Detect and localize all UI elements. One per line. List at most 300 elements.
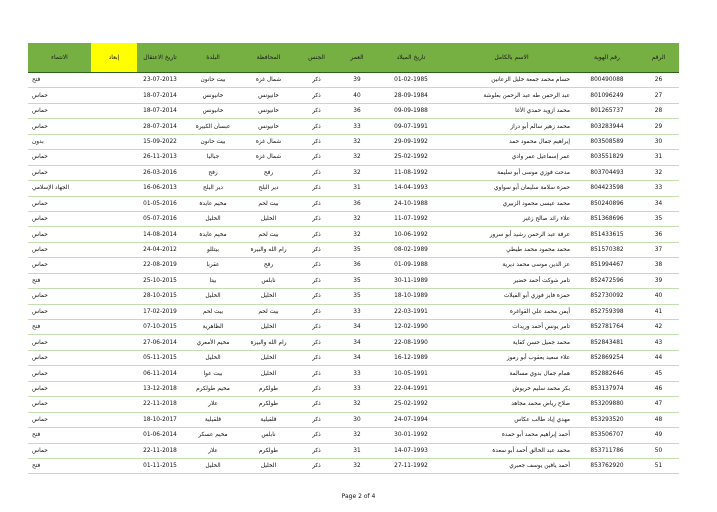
cell-age: 33 bbox=[339, 381, 375, 396]
cell-num: 35 bbox=[638, 211, 679, 226]
cell-num: 38 bbox=[638, 258, 679, 273]
cell-id: 852843481 bbox=[576, 335, 638, 350]
cell-age: 32 bbox=[339, 165, 375, 180]
cell-sex: ذكر bbox=[294, 73, 339, 88]
cell-dob: 22-03-1991 bbox=[375, 304, 447, 319]
cell-num: 50 bbox=[638, 443, 679, 458]
cell-city: الخليل bbox=[183, 458, 243, 473]
cell-city: بيت عوا bbox=[183, 366, 243, 381]
cell-age: 35 bbox=[339, 242, 375, 257]
cell-deport bbox=[91, 381, 137, 396]
header-deport: إبعاد bbox=[91, 43, 137, 73]
cell-name: علاء سعيد يعقوب أبو رموز bbox=[447, 350, 576, 365]
cell-gov: نابلس bbox=[243, 428, 294, 443]
cell-dob: 28-09-1984 bbox=[375, 88, 447, 103]
cell-dob: 25-02-1992 bbox=[375, 150, 447, 165]
table-row bbox=[28, 397, 679, 412]
cell-gov: خانيونس bbox=[243, 119, 294, 134]
cell-sex: ذكر bbox=[294, 181, 339, 196]
cell-num: 49 bbox=[638, 428, 679, 443]
cell-num: 34 bbox=[638, 196, 679, 211]
cell-affil: بدون bbox=[28, 134, 91, 149]
cell-name: علاء رائد صالح زغير bbox=[447, 211, 576, 226]
cell-dob: 12-02-1990 bbox=[375, 320, 447, 335]
table-row bbox=[28, 150, 679, 165]
cell-sex: ذكر bbox=[294, 134, 339, 149]
cell-name: مدحت فوزي موسى أبو سليمة bbox=[447, 165, 576, 180]
table-row bbox=[28, 366, 679, 381]
cell-id: 852781764 bbox=[576, 320, 638, 335]
cell-affil: حماس bbox=[28, 242, 91, 257]
cell-gov: بيت لحم bbox=[243, 196, 294, 211]
cell-deport bbox=[91, 289, 137, 304]
cell-age: 34 bbox=[339, 350, 375, 365]
cell-age: 32 bbox=[339, 211, 375, 226]
cell-name: محمد عيسى محمود الزبيري bbox=[447, 196, 576, 211]
cell-sex: ذكر bbox=[294, 273, 339, 288]
cell-sex: ذكر bbox=[294, 119, 339, 134]
cell-num: 27 bbox=[638, 88, 679, 103]
cell-sex: ذكر bbox=[294, 165, 339, 180]
cell-arrest: 18-07-2014 bbox=[137, 88, 183, 103]
cell-id: 852869254 bbox=[576, 350, 638, 365]
cell-id: 852759398 bbox=[576, 304, 638, 319]
cell-dob: 10-06-1992 bbox=[375, 227, 447, 242]
cell-age: 32 bbox=[339, 150, 375, 165]
table-row bbox=[28, 88, 679, 103]
cell-deport bbox=[91, 181, 137, 196]
cell-city: الظاهرية bbox=[183, 320, 243, 335]
cell-age: 32 bbox=[339, 397, 375, 412]
cell-gov: رفح bbox=[243, 165, 294, 180]
cell-deport bbox=[91, 366, 137, 381]
cell-dob: 30-11-1989 bbox=[375, 273, 447, 288]
cell-affil: حماس bbox=[28, 412, 91, 427]
cell-deport bbox=[91, 304, 137, 319]
cell-name: حمزة سلامة سليمان أبو سواوي bbox=[447, 181, 576, 196]
cell-affil: حماس bbox=[28, 88, 91, 103]
cell-sex: ذكر bbox=[294, 289, 339, 304]
cell-age: 33 bbox=[339, 366, 375, 381]
cell-num: 48 bbox=[638, 412, 679, 427]
cell-num: 39 bbox=[638, 273, 679, 288]
cell-arrest: 01-06-2014 bbox=[137, 428, 183, 443]
cell-dob: 14-07-1993 bbox=[375, 443, 447, 458]
cell-id: 803508589 bbox=[576, 134, 638, 149]
cell-id: 853506707 bbox=[576, 428, 638, 443]
cell-id: 853209880 bbox=[576, 397, 638, 412]
cell-city: جباليا bbox=[183, 150, 243, 165]
cell-city: عقربا bbox=[183, 258, 243, 273]
cell-deport bbox=[91, 258, 137, 273]
cell-dob: 27-11-1992 bbox=[375, 458, 447, 473]
cell-deport bbox=[91, 273, 137, 288]
cell-id: 803283944 bbox=[576, 119, 638, 134]
cell-name: عمر إسماعيل عمر وادي bbox=[447, 150, 576, 165]
cell-sex: ذكر bbox=[294, 227, 339, 242]
cell-deport bbox=[91, 458, 137, 473]
cell-city: مخيم عايدة bbox=[183, 196, 243, 211]
cell-arrest: 06-11-2014 bbox=[137, 366, 183, 381]
cell-affil: حماس bbox=[28, 150, 91, 165]
cell-affil: حماس bbox=[28, 443, 91, 458]
cell-id: 853137974 bbox=[576, 381, 638, 396]
table-row bbox=[28, 181, 679, 196]
cell-gov: بيت لحم bbox=[243, 304, 294, 319]
header-city: البلدة bbox=[183, 43, 243, 73]
cell-affil: حماس bbox=[28, 366, 91, 381]
cell-name: أحمد يافين يوسف جعبري bbox=[447, 458, 576, 473]
table-row bbox=[28, 227, 679, 242]
cell-sex: ذكر bbox=[294, 304, 339, 319]
cell-gov: خانيونس bbox=[243, 88, 294, 103]
cell-arrest: 13-12-2018 bbox=[137, 381, 183, 396]
cell-dob: 18-10-1989 bbox=[375, 289, 447, 304]
cell-dob: 30-01-1992 bbox=[375, 428, 447, 443]
cell-name: محمد عبد الخالق أحمد أبو سعدة bbox=[447, 443, 576, 458]
cell-gov: نابلس bbox=[243, 273, 294, 288]
cell-sex: ذكر bbox=[294, 412, 339, 427]
cell-age: 33 bbox=[339, 119, 375, 134]
cell-num: 36 bbox=[638, 227, 679, 242]
cell-sex: ذكر bbox=[294, 242, 339, 257]
cell-id: 850240896 bbox=[576, 196, 638, 211]
cell-affil: حماس bbox=[28, 335, 91, 350]
header-name: الاسم بالكامل bbox=[447, 43, 576, 73]
cell-dob: 22-04-1991 bbox=[375, 381, 447, 396]
cell-city: مخيم عايدة bbox=[183, 227, 243, 242]
table-body bbox=[28, 73, 679, 474]
cell-gov: طولكرم bbox=[243, 381, 294, 396]
cell-deport bbox=[91, 134, 137, 149]
cell-deport bbox=[91, 88, 137, 103]
table-row bbox=[28, 443, 679, 458]
cell-deport bbox=[91, 73, 137, 88]
cell-num: 29 bbox=[638, 119, 679, 134]
cell-age: 40 bbox=[339, 88, 375, 103]
table-row bbox=[28, 350, 679, 365]
cell-gov: الخليل bbox=[243, 289, 294, 304]
cell-gov: رام الله والبيرة bbox=[243, 335, 294, 350]
cell-age: 32 bbox=[339, 428, 375, 443]
cell-gov: الخليل bbox=[243, 366, 294, 381]
cell-age: 30 bbox=[339, 412, 375, 427]
cell-dob: 16-12-1989 bbox=[375, 350, 447, 365]
cell-gov: شمال غزة bbox=[243, 134, 294, 149]
cell-deport bbox=[91, 150, 137, 165]
cell-dob: 08-02-1989 bbox=[375, 242, 447, 257]
cell-age: 36 bbox=[339, 258, 375, 273]
cell-city: بيت حانون bbox=[183, 73, 243, 88]
table-row bbox=[28, 381, 679, 396]
cell-sex: ذكر bbox=[294, 458, 339, 473]
cell-deport bbox=[91, 119, 137, 134]
cell-sex: ذكر bbox=[294, 397, 339, 412]
cell-affil: فتح bbox=[28, 73, 91, 88]
cell-name: بكر محمد سليم خريوش bbox=[447, 381, 576, 396]
table-row bbox=[28, 134, 679, 149]
cell-city: مخيم الأمعري bbox=[183, 335, 243, 350]
cell-affil: فتح bbox=[28, 428, 91, 443]
cell-sex: ذكر bbox=[294, 320, 339, 335]
cell-age: 34 bbox=[339, 320, 375, 335]
cell-id: 852730092 bbox=[576, 289, 638, 304]
cell-deport bbox=[91, 428, 137, 443]
cell-num: 30 bbox=[638, 134, 679, 149]
cell-num: 28 bbox=[638, 103, 679, 118]
cell-gov: الخليل bbox=[243, 211, 294, 226]
table-row bbox=[28, 412, 679, 427]
cell-deport bbox=[91, 412, 137, 427]
cell-dob: 09-09-1988 bbox=[375, 103, 447, 118]
cell-age: 32 bbox=[339, 458, 375, 473]
cell-sex: ذكر bbox=[294, 335, 339, 350]
cell-city: بيتا bbox=[183, 273, 243, 288]
cell-num: 37 bbox=[638, 242, 679, 257]
cell-num: 42 bbox=[638, 320, 679, 335]
table-row bbox=[28, 320, 679, 335]
cell-age: 35 bbox=[339, 289, 375, 304]
cell-name: صلاح رياض محمد مجاهد bbox=[447, 397, 576, 412]
cell-affil: حماس bbox=[28, 227, 91, 242]
header-dob: تاريخ الميلاد bbox=[375, 43, 447, 73]
cell-arrest: 22-11-2018 bbox=[137, 397, 183, 412]
cell-sex: ذكر bbox=[294, 428, 339, 443]
table-row bbox=[28, 165, 679, 180]
cell-arrest: 05-07-2016 bbox=[137, 211, 183, 226]
cell-affil: فتح bbox=[28, 273, 91, 288]
cell-arrest: 28-07-2014 bbox=[137, 119, 183, 134]
header-id: رقم الهوية bbox=[576, 43, 638, 73]
cell-name: حمزة فايز فوزي أبو الفيلات bbox=[447, 289, 576, 304]
table-row bbox=[28, 103, 679, 118]
cell-name: حسام محمد جمعة خليل الزعانين bbox=[447, 73, 576, 88]
table-row bbox=[28, 304, 679, 319]
cell-num: 51 bbox=[638, 458, 679, 473]
table-row bbox=[28, 196, 679, 211]
cell-arrest: 24-04-2012 bbox=[137, 242, 183, 257]
cell-age: 31 bbox=[339, 443, 375, 458]
table-row bbox=[28, 119, 679, 134]
cell-id: 851368696 bbox=[576, 211, 638, 226]
cell-arrest: 18-10-2017 bbox=[137, 412, 183, 427]
table-row bbox=[28, 428, 679, 443]
cell-city: عبسان الكبيرة bbox=[183, 119, 243, 134]
cell-age: 39 bbox=[339, 73, 375, 88]
cell-sex: ذكر bbox=[294, 196, 339, 211]
cell-deport bbox=[91, 397, 137, 412]
cell-name: أيمن محمد علي القواغرة bbox=[447, 304, 576, 319]
cell-id: 800490088 bbox=[576, 73, 638, 88]
table-row bbox=[28, 73, 679, 88]
header-affil: الانتماء bbox=[28, 43, 91, 73]
cell-id: 852472596 bbox=[576, 273, 638, 288]
cell-affil: فتح bbox=[28, 320, 91, 335]
cell-arrest: 27-06-2014 bbox=[137, 335, 183, 350]
cell-gov: الخليل bbox=[243, 320, 294, 335]
prisoners-table bbox=[28, 43, 679, 474]
cell-gov: خانيونس bbox=[243, 103, 294, 118]
cell-id: 803704493 bbox=[576, 165, 638, 180]
cell-sex: ذكر bbox=[294, 366, 339, 381]
cell-num: 33 bbox=[638, 181, 679, 196]
cell-name: محمد محمود محمد طيطي bbox=[447, 242, 576, 257]
cell-city: دير البلح bbox=[183, 181, 243, 196]
cell-name: تامر يونس أحمد وريدات bbox=[447, 320, 576, 335]
header-num: الرقم bbox=[638, 43, 679, 73]
header-sex: الجنس bbox=[294, 43, 339, 73]
cell-city: الخليل bbox=[183, 211, 243, 226]
header-arrest: تاريخ الاعتقال bbox=[137, 43, 183, 73]
cell-id: 852882646 bbox=[576, 366, 638, 381]
cell-sex: ذكر bbox=[294, 103, 339, 118]
cell-gov: الخليل bbox=[243, 350, 294, 365]
cell-city: بيتللو bbox=[183, 242, 243, 257]
cell-name: أحمد إبراهيم محمد أبو حمدة bbox=[447, 428, 576, 443]
cell-gov: دير البلح bbox=[243, 181, 294, 196]
cell-id: 804423598 bbox=[576, 181, 638, 196]
cell-affil: حماس bbox=[28, 304, 91, 319]
cell-name: تامر شوكت أحمد خضير bbox=[447, 273, 576, 288]
cell-sex: ذكر bbox=[294, 350, 339, 365]
cell-arrest: 26-11-2013 bbox=[137, 150, 183, 165]
cell-dob: 14-04-1993 bbox=[375, 181, 447, 196]
cell-num: 26 bbox=[638, 73, 679, 88]
cell-affil: حماس bbox=[28, 103, 91, 118]
cell-sex: ذكر bbox=[294, 211, 339, 226]
cell-age: 32 bbox=[339, 227, 375, 242]
cell-dob: 22-08-1990 bbox=[375, 335, 447, 350]
cell-gov: شمال غزة bbox=[243, 150, 294, 165]
cell-name: محمد زهير سالم أبو دراز bbox=[447, 119, 576, 134]
cell-id: 853711786 bbox=[576, 443, 638, 458]
cell-deport bbox=[91, 242, 137, 257]
cell-age: 36 bbox=[339, 103, 375, 118]
cell-dob: 01-02-1985 bbox=[375, 73, 447, 88]
cell-sex: ذكر bbox=[294, 88, 339, 103]
cell-arrest: 28-10-2015 bbox=[137, 289, 183, 304]
cell-id: 801265737 bbox=[576, 103, 638, 118]
cell-name: مهدي إياد طالب عكاس bbox=[447, 412, 576, 427]
table-row bbox=[28, 211, 679, 226]
cell-arrest: 01-05-2016 bbox=[137, 196, 183, 211]
cell-gov: طولكرم bbox=[243, 397, 294, 412]
cell-age: 33 bbox=[339, 304, 375, 319]
cell-affil: فتح bbox=[28, 458, 91, 473]
cell-arrest: 22-11-2018 bbox=[137, 443, 183, 458]
cell-age: 31 bbox=[339, 181, 375, 196]
cell-affil: حماس bbox=[28, 258, 91, 273]
cell-deport bbox=[91, 335, 137, 350]
cell-num: 47 bbox=[638, 397, 679, 412]
table-row bbox=[28, 258, 679, 273]
table-row bbox=[28, 335, 679, 350]
table-row bbox=[28, 273, 679, 288]
cell-gov: الخليل bbox=[243, 458, 294, 473]
cell-num: 44 bbox=[638, 350, 679, 365]
cell-dob: 29-09-1992 bbox=[375, 134, 447, 149]
cell-num: 46 bbox=[638, 381, 679, 396]
cell-id: 851570382 bbox=[576, 242, 638, 257]
table-header-row bbox=[28, 43, 679, 73]
cell-sex: ذكر bbox=[294, 443, 339, 458]
cell-sex: ذكر bbox=[294, 150, 339, 165]
cell-deport bbox=[91, 103, 137, 118]
cell-gov: شمال غزة bbox=[243, 73, 294, 88]
cell-dob: 24-10-1988 bbox=[375, 196, 447, 211]
cell-city: بيت حانون bbox=[183, 134, 243, 149]
cell-city: الخليل bbox=[183, 350, 243, 365]
cell-dob: 10-05-1991 bbox=[375, 366, 447, 381]
cell-age: 34 bbox=[339, 335, 375, 350]
cell-affil: حماس bbox=[28, 350, 91, 365]
prisoners-table-container bbox=[28, 43, 679, 474]
cell-gov: قلقيلية bbox=[243, 412, 294, 427]
cell-affil: حماس bbox=[28, 165, 91, 180]
cell-deport bbox=[91, 165, 137, 180]
cell-id: 851994467 bbox=[576, 258, 638, 273]
cell-deport bbox=[91, 443, 137, 458]
cell-age: 36 bbox=[339, 196, 375, 211]
table-row bbox=[28, 458, 679, 473]
cell-deport bbox=[91, 196, 137, 211]
cell-name: عبد الرحمن طه عبد الرحمن بعلوشة bbox=[447, 88, 576, 103]
cell-arrest: 16-06-2013 bbox=[137, 181, 183, 196]
cell-city: علار bbox=[183, 397, 243, 412]
cell-city: خانيونس bbox=[183, 103, 243, 118]
cell-arrest: 14-08-2014 bbox=[137, 227, 183, 242]
page-footer: Page 2 of 4 bbox=[341, 493, 376, 500]
cell-affil: حماس bbox=[28, 211, 91, 226]
cell-name: إبراهيم جمال محمود حمد bbox=[447, 134, 576, 149]
cell-arrest: 22-08-2019 bbox=[137, 258, 183, 273]
cell-affil: حماس bbox=[28, 196, 91, 211]
header-gov: المحافظة bbox=[243, 43, 294, 73]
cell-city: الخليل bbox=[183, 289, 243, 304]
cell-dob: 09-07-1991 bbox=[375, 119, 447, 134]
cell-affil: حماس bbox=[28, 397, 91, 412]
cell-gov: رفح bbox=[243, 258, 294, 273]
cell-sex: ذكر bbox=[294, 381, 339, 396]
cell-name: محمد ازويد حمدي الأغا bbox=[447, 103, 576, 118]
cell-dob: 11-08-1992 bbox=[375, 165, 447, 180]
cell-affil: حماس bbox=[28, 289, 91, 304]
cell-dob: 25-02-1992 bbox=[375, 397, 447, 412]
cell-gov: رام الله والبيرة bbox=[243, 242, 294, 257]
cell-city: خانيونس bbox=[183, 88, 243, 103]
cell-dob: 24-07-1994 bbox=[375, 412, 447, 427]
cell-arrest: 05-11-2015 bbox=[137, 350, 183, 365]
cell-gov: طولكرم bbox=[243, 443, 294, 458]
cell-arrest: 26-03-2016 bbox=[137, 165, 183, 180]
cell-deport bbox=[91, 211, 137, 226]
cell-id: 853762920 bbox=[576, 458, 638, 473]
cell-affil: حماس bbox=[28, 119, 91, 134]
cell-arrest: 07-10-2015 bbox=[137, 320, 183, 335]
cell-city: علار bbox=[183, 443, 243, 458]
cell-name: محمد جميل حسن كفاية bbox=[447, 335, 576, 350]
header-age: العمر bbox=[339, 43, 375, 73]
cell-id: 803551829 bbox=[576, 150, 638, 165]
cell-dob: 01-09-1988 bbox=[375, 258, 447, 273]
cell-arrest: 15-09-2022 bbox=[137, 134, 183, 149]
cell-arrest: 18-07-2014 bbox=[137, 103, 183, 118]
cell-num: 32 bbox=[638, 165, 679, 180]
cell-arrest: 01-11-2015 bbox=[137, 458, 183, 473]
table-row bbox=[28, 242, 679, 257]
cell-num: 40 bbox=[638, 289, 679, 304]
cell-deport bbox=[91, 227, 137, 242]
